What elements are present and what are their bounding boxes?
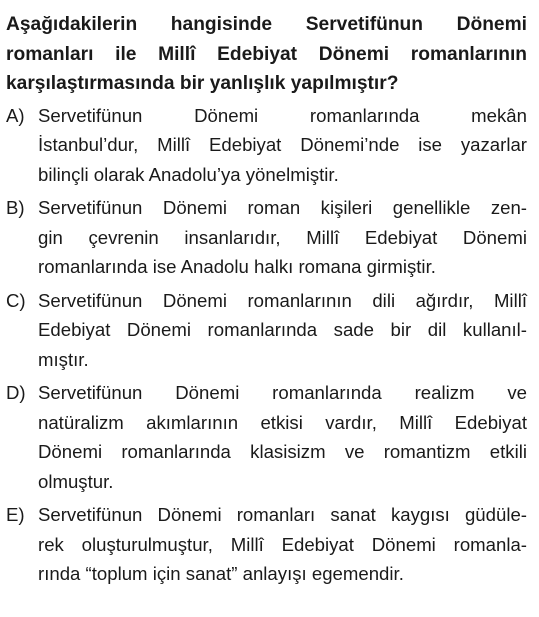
option-e-line-2: rek oluşturulmuştur, Millî Edebiyat Dönemi romanla- (38, 533, 527, 555)
option-d-text (38, 378, 527, 496)
option-a-line-3: bilinçli olarak Anadolu’ya yönelmiştir. (38, 163, 339, 185)
option-c-line-2: Edebiyat Dönemi romanlarında sade bir dil kullanıl- (38, 319, 527, 340)
option-e-text (38, 500, 527, 589)
option-b-line-3: romanlarında ise Anadolu halkı romana girmiştir. (38, 256, 436, 277)
option-b-text (38, 193, 527, 282)
option-e-letter: E) (6, 504, 25, 525)
option-c-line-1: Servetifünun Dönemi romanlarının dili ağırdır, Millî (38, 289, 527, 311)
option-d-line-3: Dönemi romanlarında klasisizm ve romantizm etkili (38, 441, 527, 462)
option-e-line-3: rında “toplum için sanat” anlayışı egemendir. (38, 563, 404, 584)
option-a-letter: A) (6, 104, 25, 126)
stem-line-3: karşılaştırmasında bir yanlışlık yapılmıştır? (6, 73, 399, 94)
option-e-line-1: Servetifünun Dönemi romanları sanat kaygısı güdüle- (38, 504, 527, 525)
option-a-line-2: İstanbul’dur, Millî Edebiyat Dönemi’nde ise yazarlar (38, 134, 527, 155)
option-c-line-3: mıştır. (38, 348, 89, 370)
option-b-line-1: Servetifünun Dönemi roman kişileri genellikle zen- (38, 197, 527, 218)
option-d-line-1: Servetifünun Dönemi romanlarında realizm ve (38, 382, 527, 403)
option-e[interactable] (6, 500, 527, 589)
question-stem (6, 10, 527, 99)
option-d-line-4: olmuştur. (38, 470, 114, 492)
option-b-line-2: gin çevrenin insanlarıdır, Millî Edebiyat Dönemi (38, 226, 527, 248)
option-a[interactable] (6, 101, 527, 190)
option-c-text (38, 286, 527, 375)
option-a-text (38, 101, 527, 190)
option-c-letter: C) (6, 289, 26, 311)
option-a-line-1: Servetifünun Dönemi romanlarında mekân (38, 104, 527, 126)
option-c[interactable] (6, 286, 527, 375)
option-d-line-2: natüralizm akımlarının etkisi vardır, Millî Edebiyat (38, 411, 527, 433)
option-d[interactable] (6, 378, 527, 496)
stem-line-1: Aşağıdakilerin hangisinde Servetifünun Dönemi (6, 14, 527, 35)
option-b-letter: B) (6, 197, 25, 218)
option-d-letter: D) (6, 382, 26, 403)
option-b[interactable] (6, 193, 527, 282)
stem-line-2: romanları ile Millî Edebiyat Dönemi romanlarının (6, 43, 527, 65)
